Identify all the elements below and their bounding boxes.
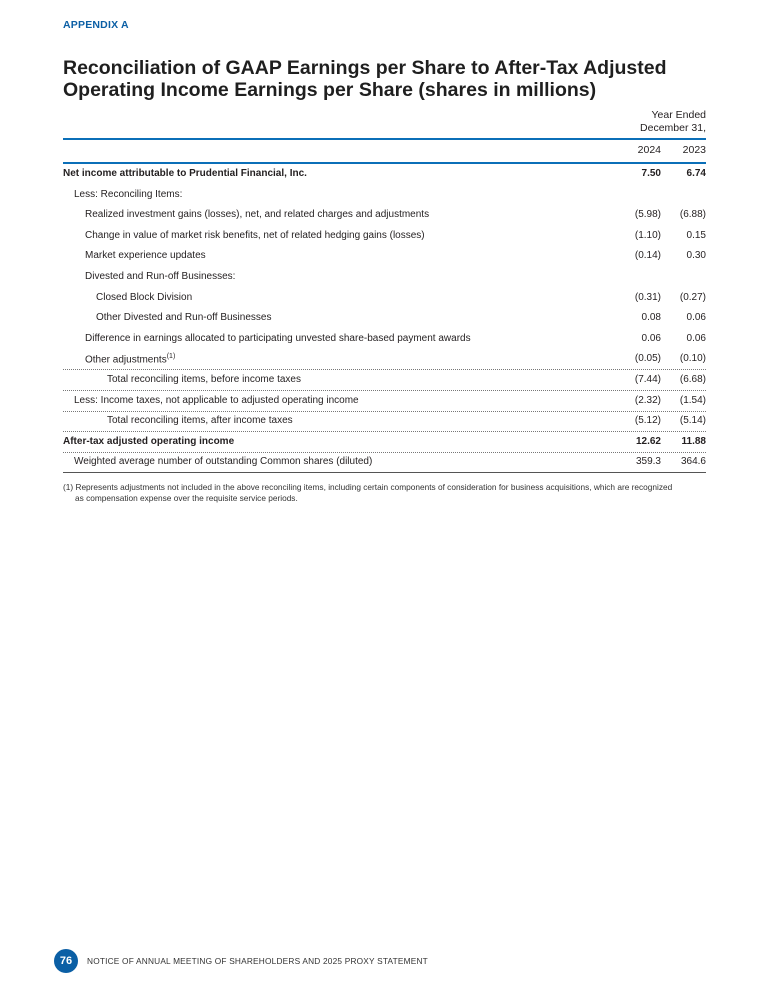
table-row xyxy=(63,185,706,205)
table-row xyxy=(63,349,706,370)
row-label: Less: Income taxes, not applicable to adjusted operating income xyxy=(74,394,359,406)
value-2023: (6.68) xyxy=(679,374,706,385)
row-label: Less: Reconciling Items: xyxy=(74,188,183,200)
row-label: Total reconciling items, before income taxes xyxy=(107,374,301,385)
section-label: APPENDIX A xyxy=(63,19,129,31)
table-row xyxy=(63,246,706,266)
header-rule xyxy=(63,138,706,140)
value-2024: 359.3 xyxy=(635,456,661,468)
row-label: Divested and Run-off Businesses: xyxy=(85,271,236,282)
footnote-text: Represents adjustments not included in the above reconciling items, including certain components of consideration for business acquisitions, which are recognized xyxy=(75,482,673,492)
row-label: Total reconciling items, after income taxes xyxy=(107,415,293,427)
value-2024: (0.14) xyxy=(634,250,661,262)
value-2023: (0.10) xyxy=(679,353,706,365)
value-2024: (0.31) xyxy=(634,291,661,303)
value-2023: (6.88) xyxy=(679,209,706,221)
value-2023: 0.30 xyxy=(686,250,706,262)
table-row xyxy=(63,226,706,246)
table-row xyxy=(63,329,706,349)
value-2023: 0.15 xyxy=(686,229,706,241)
page-title: Reconciliation of GAAP Earnings per Share to After-Tax Adjusted Operating Income Earnings per Share (shares in millions) xyxy=(63,57,667,101)
row-label: After-tax adjusted operating income xyxy=(63,435,235,447)
row-label: Other adjustments$^{(1)}$ xyxy=(85,353,176,366)
value-2024: (5.12) xyxy=(634,415,661,427)
year-2023-header: 2023 xyxy=(682,144,706,156)
column-group-header xyxy=(640,109,706,135)
value-2023: 11.88 xyxy=(681,435,706,447)
table-row xyxy=(63,164,706,184)
row-label: Net income attributable to Prudential Financial, Inc. xyxy=(63,168,307,179)
table-row xyxy=(63,391,706,412)
value-2024: 12.62 xyxy=(635,435,661,447)
row-label: Change in value of market risk benefits, net of related hedging gains (losses) xyxy=(85,229,425,241)
value-2023: 0.06 xyxy=(686,332,706,344)
value-2024: (7.44) xyxy=(634,374,661,385)
value-2023: 364.6 xyxy=(680,456,706,468)
value-2023: (0.27) xyxy=(679,291,706,303)
row-label: Other Divested and Run-off Businesses xyxy=(96,312,272,324)
table-row xyxy=(63,432,706,453)
value-2024: (2.32) xyxy=(634,394,661,406)
value-2023: (1.54) xyxy=(679,394,706,406)
footer-text: NOTICE OF ANNUAL MEETING OF SHAREHOLDERS AND 2025 PROXY STATEMENT xyxy=(87,956,428,966)
footnote-ref: (1) xyxy=(166,353,176,361)
footnote xyxy=(63,482,713,503)
table-row xyxy=(63,411,706,432)
footnote-text-cont: as compensation expense over the requisite service periods. xyxy=(75,492,298,503)
value-2024: 7.50 xyxy=(641,168,661,179)
value-2024: 0.06 xyxy=(641,332,661,344)
value-2024: (1.10) xyxy=(634,229,661,241)
footnote-marker: (1) xyxy=(63,482,74,492)
header-line2: December 31, xyxy=(640,122,706,134)
table-row xyxy=(63,205,706,225)
year-2024-header: 2024 xyxy=(637,144,661,156)
row-label: Closed Block Division xyxy=(96,291,193,303)
row-label: Market experience updates xyxy=(85,250,206,262)
table-row xyxy=(63,452,706,473)
value-2023: (5.14) xyxy=(679,415,706,427)
row-label: Weighted average number of outstanding Common shares (diluted) xyxy=(74,456,373,468)
table-row xyxy=(63,267,706,287)
table-row xyxy=(63,288,706,308)
table-row xyxy=(63,370,706,391)
page-number: 76 xyxy=(54,949,78,973)
header-line1: Year Ended xyxy=(651,109,706,121)
row-label: Realized investment gains (losses), net, and related charges and adjustments xyxy=(85,209,430,221)
row-label: Difference in earnings allocated to participating unvested share-based payment awards xyxy=(85,332,471,344)
value-2024: (5.98) xyxy=(634,209,661,221)
value-2023: 6.74 xyxy=(686,168,706,179)
value-2024: (0.05) xyxy=(634,353,661,365)
value-2023: 0.06 xyxy=(686,312,706,324)
table-row xyxy=(63,308,706,328)
value-2024: 0.08 xyxy=(641,312,661,324)
